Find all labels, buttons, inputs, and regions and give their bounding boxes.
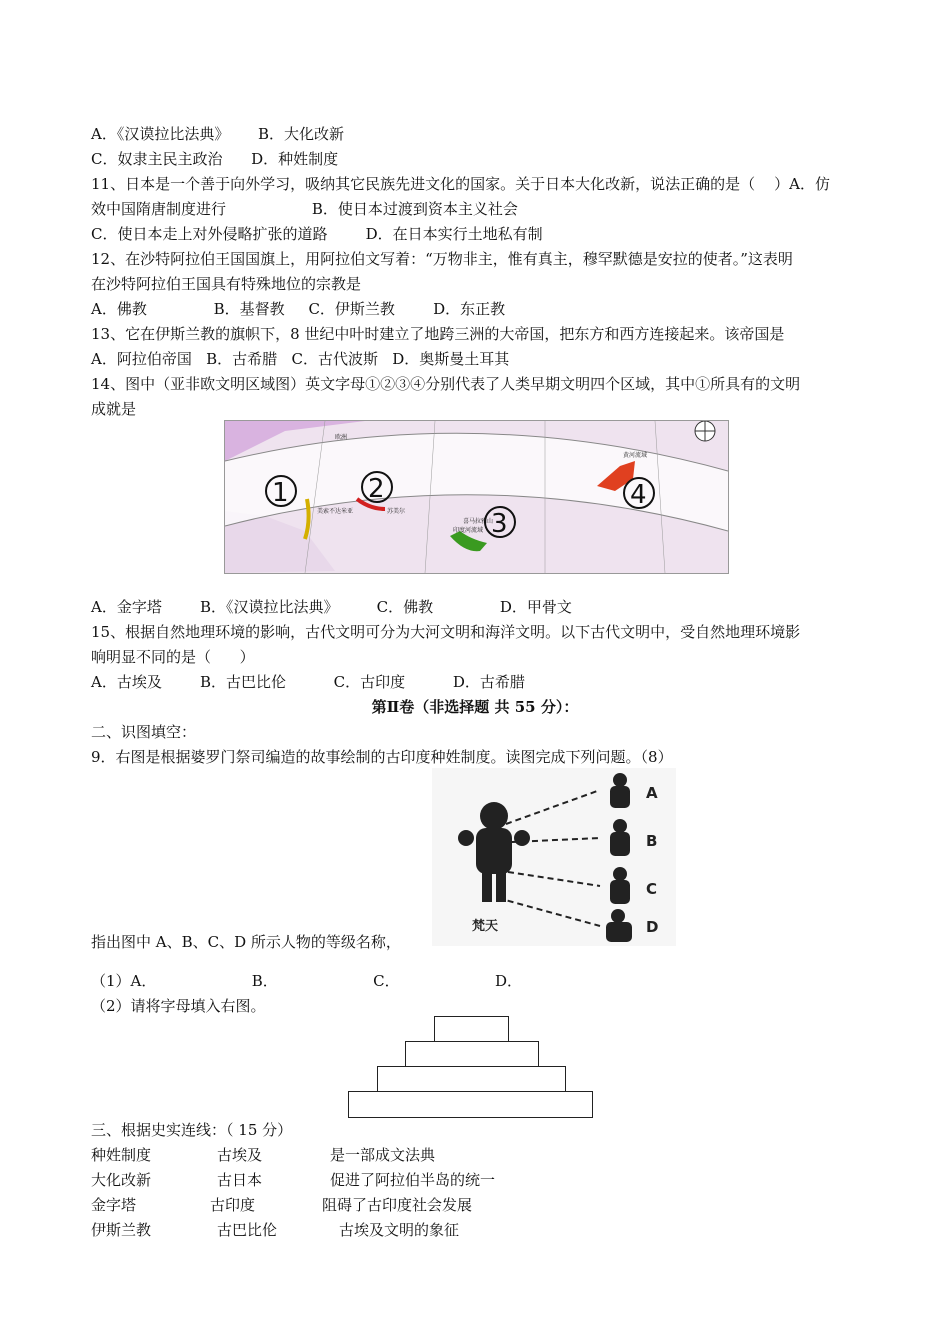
caste-letter-d: D bbox=[646, 918, 659, 936]
pyramid-tier-4[interactable] bbox=[348, 1091, 593, 1118]
q14-stem-line1: 14、图中（亚非欧文明区域图）英文字母①②③④分别代表了人类早期文明四个区域，其中①所具有的文明 bbox=[91, 375, 801, 393]
match-col3-item-1[interactable]: 是一部成文法典 bbox=[330, 1146, 436, 1164]
deity-label: 梵天 bbox=[472, 919, 499, 934]
q9-ask: 指出图中 A、B、C、D 所示人物的等级名称， bbox=[91, 933, 401, 951]
pyramid-tier-1[interactable] bbox=[434, 1016, 509, 1043]
section3-heading: 三、根据史实连线：（ 15 分） bbox=[91, 1121, 293, 1139]
map-label-himalaya: 喜马拉雅山 bbox=[463, 518, 494, 525]
civilization-map bbox=[224, 420, 729, 574]
q14-stem-line2: 成就是 bbox=[91, 400, 137, 418]
q9-fill-instruction: （2）请将字母填入右图。 bbox=[91, 997, 266, 1015]
caste-letter-a: A bbox=[646, 784, 658, 802]
q14-options: A．金字塔 B．《汉谟拉比法典》 C．佛教 D．甲骨文 bbox=[91, 598, 572, 616]
match-col3-item-3[interactable]: 阻碍了古印度社会发展 bbox=[322, 1196, 473, 1214]
map-label-yellow-river: 黄河流域 bbox=[623, 452, 648, 459]
caste-letter-b: B bbox=[646, 832, 658, 850]
map-label-sumer: 苏美尔 bbox=[387, 508, 406, 515]
part2-title: 第Ⅱ卷（非选择题 共 55 分）： bbox=[371, 698, 579, 716]
q13-stem: 13、它在伊斯兰教的旗帜下，8 世纪中叶时建立了地跨三洲的大帝国，把东方和西方连接起来。该帝国是 bbox=[91, 325, 785, 343]
svg-text:1: 1 bbox=[272, 478, 289, 508]
svg-text:4: 4 bbox=[630, 480, 647, 510]
q9-intro: 9．右图是根据婆罗门祭司编造的故事绘制的古印度种姓制度。读图完成下列问题。（8） bbox=[91, 748, 673, 766]
section2-heading: 二、识图填空： bbox=[91, 723, 197, 741]
q11-options-line2: C．使日本走上对外侵略扩张的道路 D．在日本实行土地私有制 bbox=[91, 225, 543, 243]
map-label-mesopotamia: 美索不达米亚 bbox=[317, 508, 354, 515]
q10-options-line1: A．《汉谟拉比法典》 B．大化改新 bbox=[91, 125, 344, 143]
q13-options: A．阿拉伯帝国 B．古希腊 C．古代波斯 D．奥斯曼土耳其 bbox=[91, 350, 510, 368]
q15-stem-line1: 15、根据自然地理环境的影响，古代文明可分为大河文明和海洋文明。以下古代文明中，受自然地理环境影 bbox=[91, 623, 801, 641]
q10-options-line2: C．奴隶主民主政治 D．种姓制度 bbox=[91, 150, 339, 168]
map-label-europe: 欧洲 bbox=[335, 434, 348, 441]
caste-letter-c: C bbox=[646, 880, 658, 898]
svg-text:2: 2 bbox=[368, 474, 385, 504]
match-col3-item-2[interactable]: 促进了阿拉伯半岛的统一 bbox=[330, 1171, 496, 1189]
match-col1-item-2[interactable]: 大化改新 bbox=[91, 1171, 152, 1189]
map-label-indus: 印度河流域 bbox=[453, 527, 484, 534]
match-col1-item-1[interactable]: 种姓制度 bbox=[91, 1146, 152, 1164]
caste-figure bbox=[432, 768, 676, 946]
pyramid-tier-2[interactable] bbox=[405, 1041, 539, 1068]
match-col2-item-4[interactable]: 古巴比伦 bbox=[217, 1221, 278, 1239]
match-col1-item-4[interactable]: 伊斯兰教 bbox=[91, 1221, 152, 1239]
match-col2-item-1[interactable]: 古埃及 bbox=[217, 1146, 263, 1164]
pyramid-tier-3[interactable] bbox=[377, 1066, 566, 1093]
q15-stem-line2: 响明显不同的是（ ） bbox=[91, 648, 255, 666]
q15-options: A．古埃及 B．古巴比伦 C．古印度 D．古希腊 bbox=[91, 673, 525, 691]
match-col1-item-3[interactable]: 金字塔 bbox=[91, 1196, 137, 1214]
svg-text:3: 3 bbox=[491, 509, 508, 539]
match-col2-item-2[interactable]: 古日本 bbox=[217, 1171, 263, 1189]
q12-options: A．佛教 B．基督教 C．伊斯兰教 D．东正教 bbox=[91, 300, 506, 318]
q12-stem-line1: 12、在沙特阿拉伯王国国旗上，用阿拉伯文写着：“万物非主，惟有真主，穆罕默德是安拉的使者。”这表明 bbox=[91, 250, 793, 268]
match-col3-item-4[interactable]: 古埃及文明的象征 bbox=[339, 1221, 460, 1239]
q9-answers: （1）A． B． C． D． bbox=[91, 972, 522, 990]
q12-stem-line2: 在沙特阿拉伯王国具有特殊地位的宗教是 bbox=[91, 275, 362, 293]
q11-options-line1: 效中国隋唐制度进行 B．使日本过渡到资本主义社会 bbox=[91, 200, 518, 218]
q11-stem: 11、日本是一个善于向外学习，吸纳其它民族先进文化的国家。关于日本大化改新，说法正确的是（ ）A．仿 bbox=[91, 175, 830, 193]
match-col2-item-3[interactable]: 古印度 bbox=[210, 1196, 256, 1214]
